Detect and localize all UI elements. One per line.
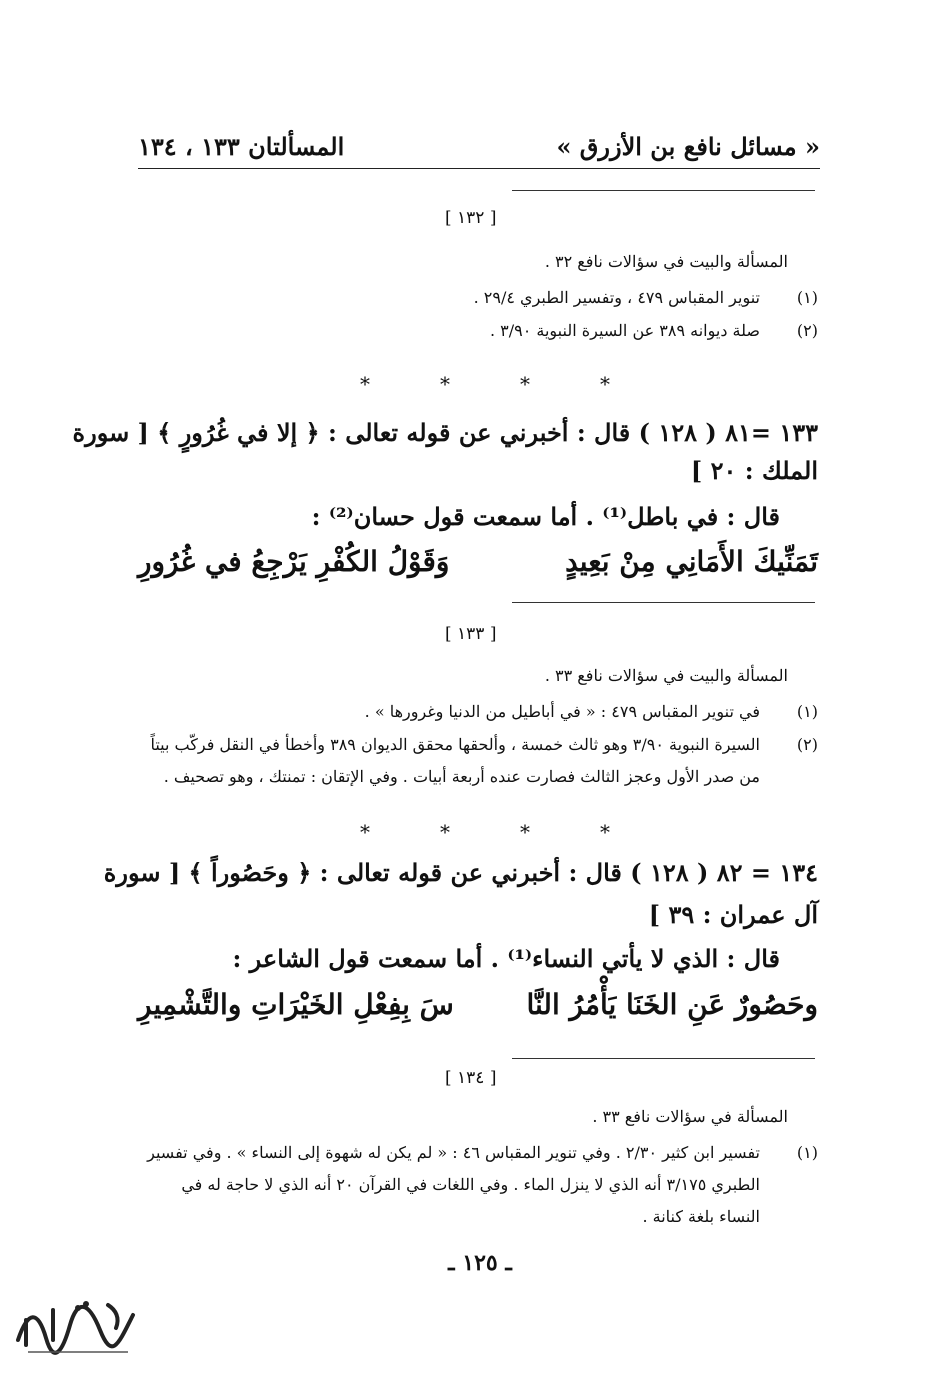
running-title: « مسائل نافع بن الأزرق » — [556, 132, 820, 161]
footnote-item — [138, 697, 818, 727]
question-line: الملك : ٢٠ ] — [690, 456, 818, 485]
page-number: ـ ١٢٥ ـ — [448, 1250, 512, 1276]
footnote-text: صلة ديوانه ٣٨٩ عن السيرة النبوية ٣/٩٠ . — [489, 321, 760, 340]
footnote-number: (١) — [796, 1143, 818, 1162]
footnote-block-label: [ ١٣٤ ] — [445, 1068, 497, 1088]
verse-first-hemistich: تَمَنِّيكَ الأَمَانِي مِنْ بَعِيدٍ — [565, 545, 818, 578]
footnote-block-label: [ ١٣٣ ] — [445, 624, 497, 644]
verse-second-hemistich: وَقَوْلُ الكُفْرِ يَرْجِعُ في غُرُورِ — [138, 545, 450, 578]
question-line: آل عمران : ٣٩ ] — [648, 900, 818, 929]
answer-line: قال : الذي لا يأتي النساء⁽¹⁾ . أما سمعت قول الشاعر : — [232, 944, 780, 973]
footnote-rule — [512, 190, 815, 191]
star-icon: * — [360, 372, 370, 396]
footnote-number: (٢) — [796, 321, 818, 340]
footnote-intro: المسألة والبيت في سؤالات نافع ٣٢ . — [544, 252, 788, 271]
verse-second-hemistich: سَ بِفِعْلِ الخَيْرَاتِ والتَّشْمِيرِ — [138, 988, 454, 1021]
footnote-text-line: الطبري ٣/١٧٥ أنه الذي لا ينزل الماء . وفي اللغات في القرآن ٢٠ أنه الذي لا حاجة له في — [181, 1175, 760, 1194]
section-title: المسألتان ١٣٣ ، ١٣٤ — [138, 132, 345, 161]
page-header — [138, 128, 820, 169]
footnote-intro: المسألة في سؤالات نافع ٣٣ . — [592, 1107, 788, 1126]
footnote-item — [138, 730, 818, 794]
verse-first-hemistich: وحَصُورٌ عَنِ الخَنَا يَأْمُرُ النَّا — [526, 988, 818, 1021]
star-icon: * — [600, 820, 610, 844]
footnote-number: (٢) — [796, 735, 818, 754]
section-separator — [360, 820, 610, 844]
footnote-item — [138, 1138, 818, 1234]
star-icon: * — [600, 372, 610, 396]
question-line: ١٣٤ = ٨٢ ( ١٢٨ ) قال : أخبرني عن قوله تعالى : ﴿ وحَصُوراً ﴾ [ سورة — [103, 858, 818, 887]
footnote-item — [138, 283, 818, 313]
footnote-text-line: تفسير ابن كثير ٢/٣٠ . وفي تنوير المقباس ٤٦ : « لم يكن له شهوة إلى النساء » . وفي تفسير — [147, 1143, 760, 1162]
footnote-rule — [512, 602, 815, 603]
footnote-block-label: [ ١٣٢ ] — [445, 208, 497, 228]
section-separator — [360, 372, 610, 396]
footnote-intro: المسألة والبيت في سؤالات نافع ٣٣ . — [544, 666, 788, 685]
footnote-text: في تنوير المقباس ٤٧٩ : « في أباطيل من الدنيا وغرورها » . — [364, 702, 760, 721]
footnote-number: (١) — [796, 702, 818, 721]
footnote-text-line: السيرة النبوية ٣/٩٠ وهو ثالث خمسة ، وألحقها محقق الديوان ٣٨٩ وأخطأ في النقل فركّب بيتاً — [150, 735, 760, 754]
star-icon: * — [520, 372, 530, 396]
footnote-number: (١) — [796, 288, 818, 307]
star-icon: * — [440, 372, 450, 396]
footnote-text-line: من صدر الأول وعجز الثالث فصارت عنده أربعة أبيات . وفي الإتقان : تمنتك ، وهو تصحيف . — [163, 767, 760, 786]
footnote-text: تنوير المقباس ٤٧٩ ، وتفسير الطبري ٢٩/٤ . — [473, 288, 760, 307]
question-line: ١٣٣ =٨١ ( ١٢٨ ) قال : أخبرني عن قوله تعالى : ﴿ إلا في غُرُورٍ ﴾ [ سورة — [72, 418, 818, 447]
star-icon: * — [360, 820, 370, 844]
footnote-rule — [512, 1058, 815, 1059]
footnote-item — [138, 316, 818, 346]
footnote-text-line: النساء بلغة كنانة . — [642, 1207, 760, 1226]
answer-line: قال : في باطل⁽¹⁾ . أما سمعت قول حسان⁽²⁾ : — [311, 502, 780, 531]
star-icon: * — [440, 820, 450, 844]
calligraphic-stamp-icon — [8, 1290, 143, 1360]
star-icon: * — [520, 820, 530, 844]
